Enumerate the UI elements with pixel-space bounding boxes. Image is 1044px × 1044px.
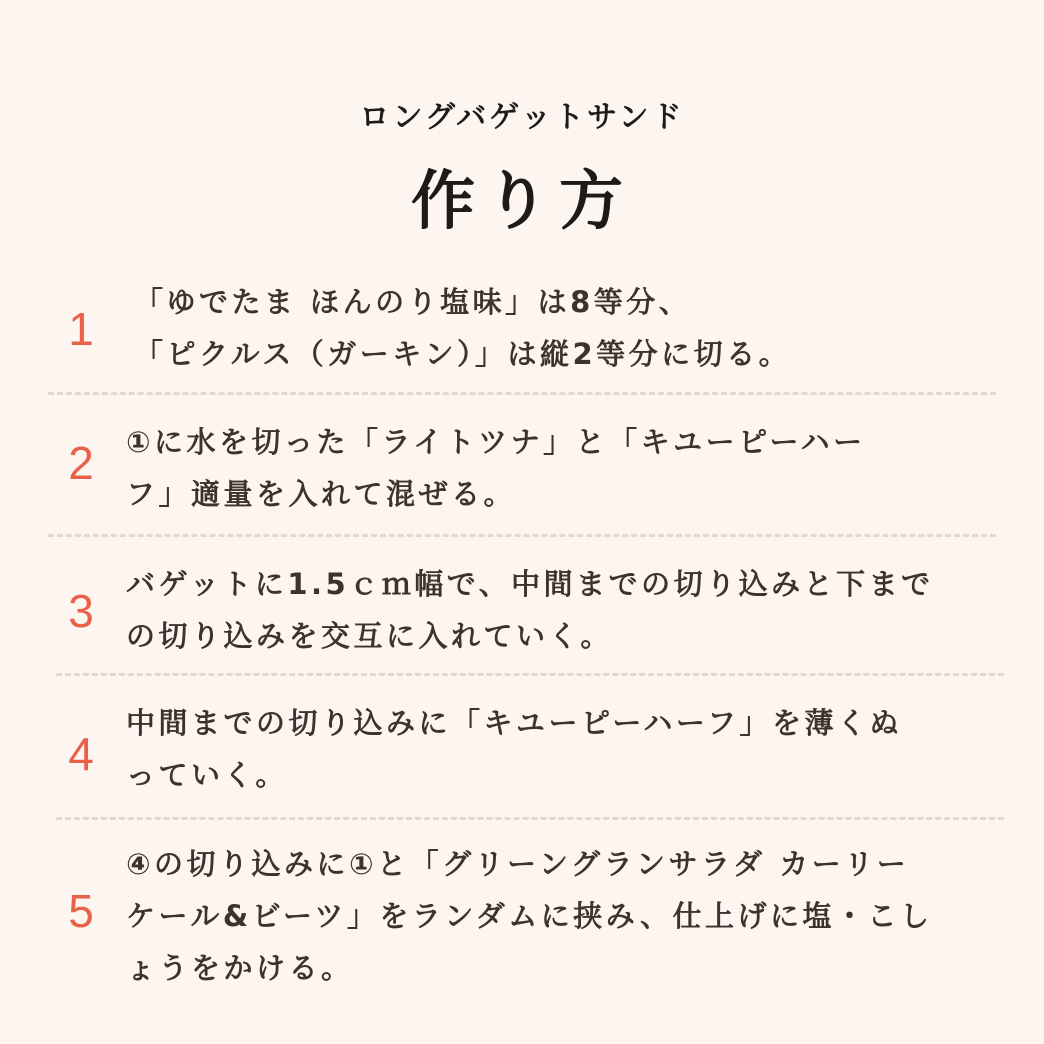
step-text-line: バゲットに1.5ｃｍ幅で、中間までの切り込みと下まで [126,567,934,601]
step-divider [56,673,1004,676]
step-number: 4 [68,728,94,780]
step-text-line: 「ピクルス（ガーキン）」は縦2等分に切る。 [134,337,792,371]
step-text-line: っていく。 [126,758,288,792]
step-text-line: 「ゆでたま ほんのり塩味」は8等分、 [134,285,692,319]
step-text [126,838,1006,994]
step-divider [48,392,996,395]
step-divider [56,817,1004,820]
step-divider [48,534,996,537]
step-text-line: フ」適量を入れて混ぜる。 [126,477,517,511]
step-number: 2 [68,437,94,489]
step-text-line: 中間までの切り込みに「キユーピーハーフ」を薄くぬ [126,706,902,740]
step-text-line: の切り込みを交互に入れていく。 [126,619,613,653]
step-text-line: ょうをかける。 [126,951,354,985]
page-title: 作り方 [411,165,633,239]
step-text-line: ①に水を切った「ライトツナ」と「キユーピーハー [126,425,866,459]
step-number: 1 [68,303,94,355]
step-text-line: ④の切り込みに①と「グリーングランサラダ カーリー [126,847,910,881]
step-number: 3 [68,585,94,637]
recipe-name: ロングバゲットサンド [359,100,685,135]
step-text-line: ケール&ビーツ」をランダムに挟み、仕上げに塩・こし [126,899,933,933]
step-text [126,416,1006,520]
step-text [126,697,1006,801]
step-text [126,558,1006,662]
step-text [134,276,1014,380]
step-number: 5 [68,885,94,937]
